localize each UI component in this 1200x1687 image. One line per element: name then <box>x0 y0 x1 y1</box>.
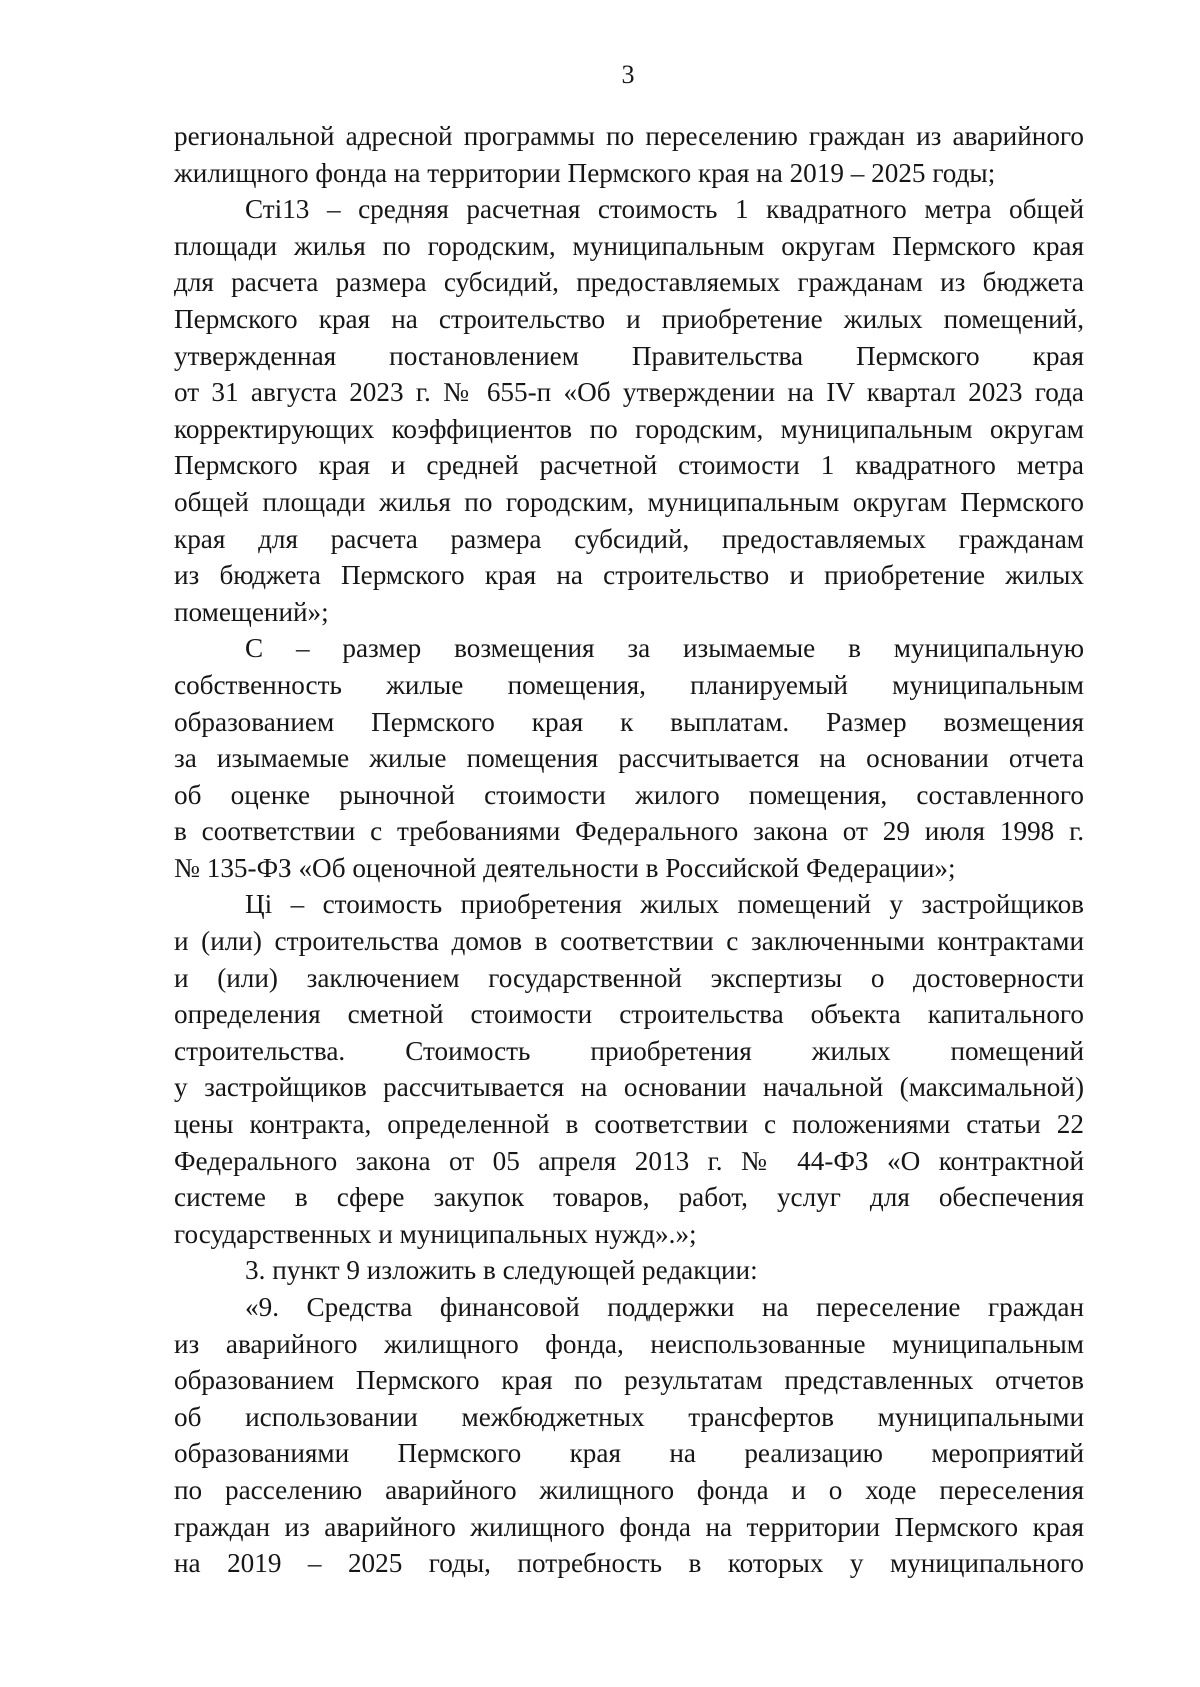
text-line: С – размер возмещения за изымаемые в муниципальную <box>245 633 1084 664</box>
text-line: на 2019 – 2025 годы, потребность в которых у муниципального <box>174 1548 1084 1579</box>
text-line: региональной адресной программы по переселению граждан из аварийного <box>174 121 1084 151</box>
text-line: из аварийного жилищного фонда, неиспользованные муниципальным <box>174 1328 1084 1359</box>
text-line: помещений»; <box>174 596 329 627</box>
text-line: края для расчета размера субсидий, предоставляемых гражданам <box>174 523 1084 554</box>
text-line: корректирующих коэффициентов по городским, муниципальным округам <box>174 413 1084 444</box>
text-line: государственных и муниципальных нужд».»; <box>174 1218 697 1249</box>
paragraph <box>174 191 1084 630</box>
text-line: для расчета размера субсидий, предоставляемых гражданам из бюджета <box>174 267 1084 298</box>
text-line: за изымаемые жилые помещения рассчитывается на основании отчета <box>174 743 1084 774</box>
text-line: об использовании межбюджетных трансфертов муниципальными <box>174 1401 1084 1432</box>
text-line: цены контракта, определенной в соответствии с положениями статьи 22 <box>174 1109 1084 1140</box>
text-line: «9. Средства финансовой поддержки на переселение граждан <box>245 1292 1084 1322</box>
text-line: Пермского края и средней расчетной стоимости 1 квадратного метра <box>174 450 1084 481</box>
text-line: по расселению аварийного жилищного фонда и о ходе переселения <box>174 1474 1084 1505</box>
paragraph <box>174 1289 1084 1582</box>
text-line: от 31 августа 2023 г. № 655-п «Об утверждении на IV квартал 2023 года <box>174 377 1084 408</box>
paragraph <box>174 630 1084 886</box>
text-line: 3. пункт 9 изложить в следующей редакции: <box>245 1255 758 1286</box>
text-line: Стi13 – средняя расчетная стоимость 1 квадратного метра общей <box>245 194 1084 225</box>
text-line: у застройщиков рассчитывается на основании начальной (максимальной) <box>174 1072 1084 1103</box>
text-line: площади жилья по городским, муниципальным округам Пермского края <box>174 230 1084 261</box>
text-line: в соответствии с требованиями Федерального закона от 29 июля 1998 г. <box>174 816 1084 847</box>
paragraph <box>174 118 1084 191</box>
text-line: образованием Пермского края по результатам представленных отчетов <box>174 1365 1084 1396</box>
text-line: системе в сфере закупок товаров, работ, услуг для обеспечения <box>174 1182 1084 1213</box>
text-line: об оценке рыночной стоимости жилого помещения, составленного <box>174 779 1084 810</box>
text-line: № 135-ФЗ «Об оценочной деятельности в Российской Федерации»; <box>174 852 956 883</box>
text-line: определения сметной стоимости строительства объекта капитального <box>174 999 1084 1030</box>
text-line: Цi – стоимость приобретения жилых помещений у застройщиков <box>245 889 1084 920</box>
text-line: Федерального закона от 05 апреля 2013 г. № 44-ФЗ «О контрактной <box>174 1145 1084 1176</box>
text-line: общей площади жилья по городским, муниципальным округам Пермского <box>174 486 1084 517</box>
paragraph <box>174 886 1084 1252</box>
paragraph <box>174 1252 1084 1289</box>
text-line: жилищного фонда на территории Пермского края на 2019 – 2025 годы; <box>174 157 996 188</box>
text-line: и (или) строительства домов в соответствии с заключенными контрактами <box>174 926 1084 957</box>
text-line: Пермского края на строительство и приобретение жилых помещений, <box>174 303 1084 334</box>
text-line: образованием Пермского края к выплатам. Размер возмещения <box>174 706 1084 737</box>
text-line: утвержденная постановлением Правительства Пермского края <box>174 340 1084 371</box>
text-line: строительства. Стоимость приобретения жилых помещений <box>174 1035 1084 1066</box>
text-line: из бюджета Пермского края на строительство и приобретение жилых <box>174 560 1084 591</box>
text-line: образованиями Пермского края на реализацию мероприятий <box>174 1438 1084 1469</box>
text-line: и (или) заключением государственной экспертизы о достоверности <box>174 962 1084 993</box>
text-line: граждан из аварийного жилищного фонда на территории Пермского края <box>174 1511 1084 1542</box>
text-line: собственность жилые помещения, планируемый муниципальным <box>174 669 1084 700</box>
document-body <box>174 118 1084 1582</box>
page-number: 3 <box>621 60 635 89</box>
